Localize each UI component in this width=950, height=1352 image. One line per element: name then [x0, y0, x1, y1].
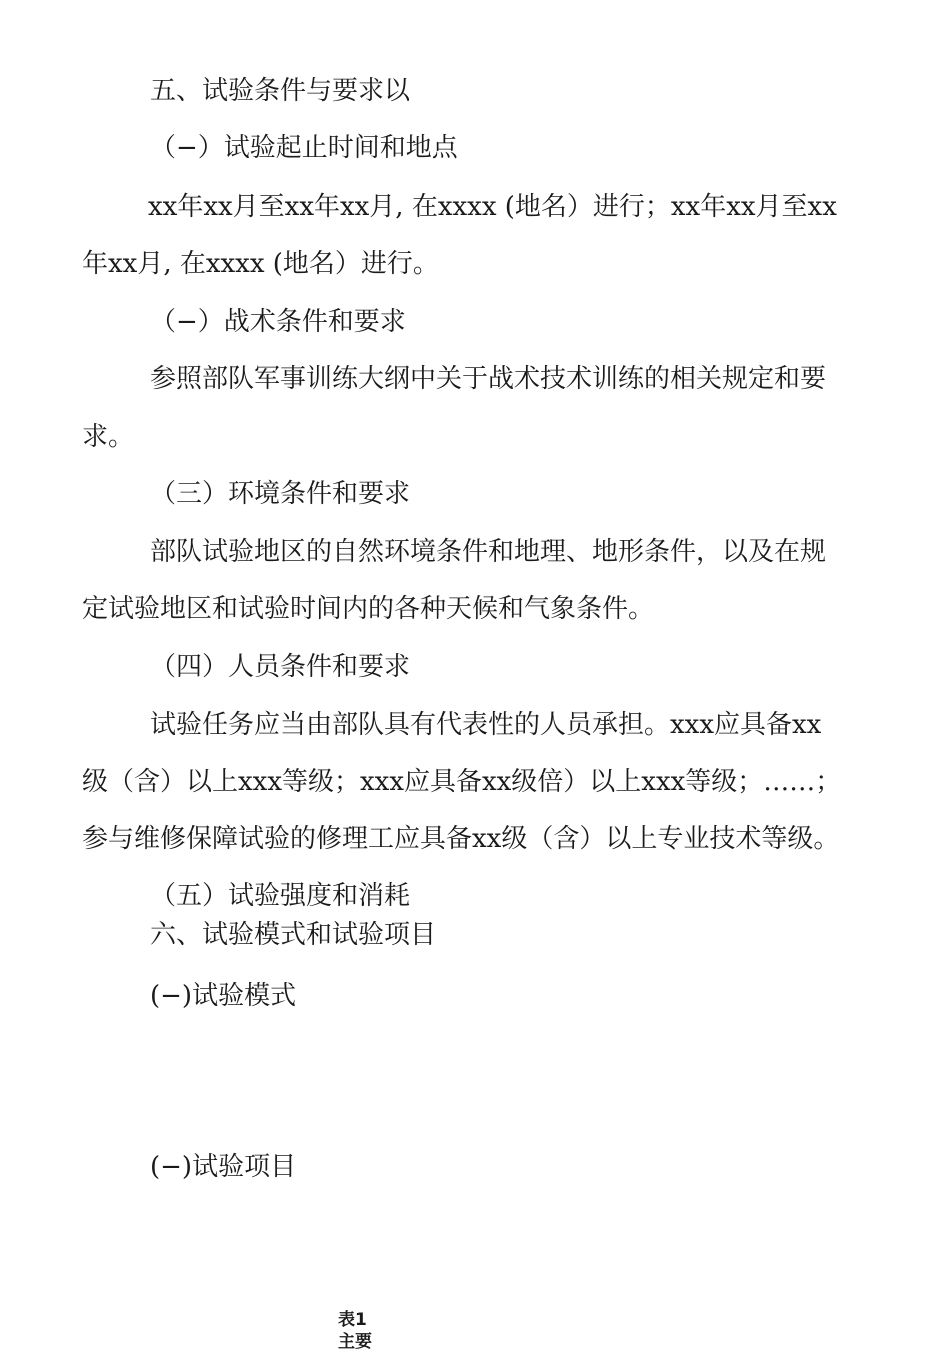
paragraph-tactical-line-1: 参照部队军事训练大纲中关于战术技术训练的相关规定和要	[150, 364, 827, 394]
subsection-test-mode-heading: (−)试验模式	[150, 981, 297, 1011]
paragraph-time-place-line-1: xx年xx月至xx年xx月, 在xxxx (地名）进行；xx年xx月至xx	[148, 192, 837, 222]
paragraph-environment-line-2: 定试验地区和试验时间内的各种天候和气象条件。	[82, 594, 655, 624]
paragraph-environment-line-1: 部队试验地区的自然环境条件和地理、地形条件，以及在规	[150, 537, 827, 567]
subsection-personnel-heading: （四）人员条件和要求	[150, 652, 411, 682]
section-6-heading: 六、试验模式和试验项目	[150, 920, 437, 950]
table-title: 主要	[338, 1332, 372, 1352]
paragraph-personnel-line-3: 参与维修保障试验的修理工应具备xx级（含）以上专业技术等级。	[82, 824, 840, 854]
subsection-time-place-heading: （−）试验起止时间和地点	[150, 133, 458, 163]
subsection-intensity-heading: （五）试验强度和消耗	[150, 881, 411, 911]
subsection-environment-heading: （三）环境条件和要求	[150, 479, 411, 509]
subsection-tactical-heading: （−）战术条件和要求	[150, 307, 406, 337]
paragraph-personnel-line-1: 试验任务应当由部队具有代表性的人员承担。xxx应具备xx	[150, 710, 822, 740]
section-5-heading: 五、试验条件与要求以	[150, 76, 411, 106]
paragraph-personnel-line-2: 级（含）以上xxx等级；xxx应具备xx级倍）以上xxx等级；……；	[82, 767, 842, 797]
table-number: 表1	[338, 1310, 367, 1330]
subsection-test-items-heading: (−)试验项目	[150, 1152, 297, 1182]
paragraph-tactical-line-2: 求。	[82, 422, 135, 452]
paragraph-time-place-line-2: 年xx月, 在xxxx (地名）进行。	[82, 249, 439, 279]
